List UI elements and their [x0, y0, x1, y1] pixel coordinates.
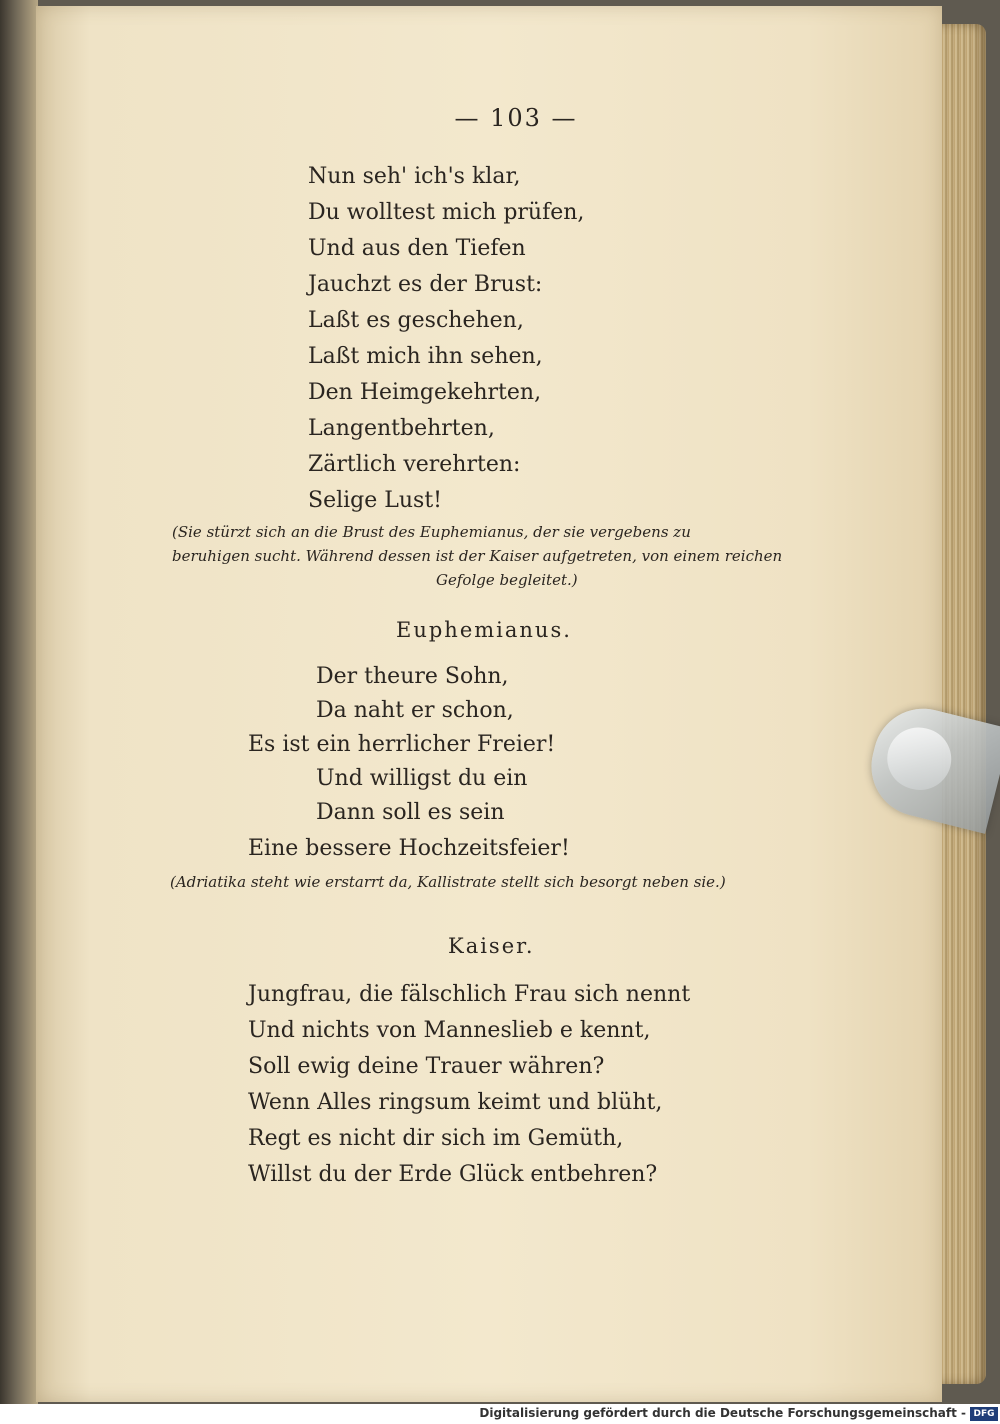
verse-line: Dann soll es sein	[316, 800, 505, 825]
speaker-name: Kaiser.	[448, 934, 535, 958]
verse-line: Zärtlich verehrten:	[308, 452, 521, 477]
page-number: — 103 —	[454, 104, 578, 132]
stage-direction: Gefolge begleitet.)	[436, 571, 578, 589]
speaker-name: Euphemianus.	[396, 618, 572, 642]
verse-line: Es ist ein herrlicher Freier!	[248, 732, 556, 757]
verse-line: Laßt es geschehen,	[308, 308, 524, 333]
verse-line: Langentbehrten,	[308, 416, 495, 441]
book-page	[36, 6, 942, 1402]
verse-line: Und willigst du ein	[316, 766, 528, 791]
verse-line: Und nichts von Manneslieb e kennt,	[248, 1018, 651, 1043]
verse-line: Da naht er schon,	[316, 698, 514, 723]
verse-line: Jauchzt es der Brust:	[308, 272, 543, 297]
verse-line: Wenn Alles ringsum keimt und blüht,	[248, 1090, 663, 1115]
funding-credit: Digitalisierung gefördert durch die Deutsche Forschungsgemeinschaft -	[479, 1406, 966, 1420]
verse-line: Und aus den Tiefen	[308, 236, 526, 261]
book-gutter	[0, 0, 38, 1404]
verse-line: Eine bessere Hochzeitsfeier!	[248, 836, 570, 861]
verse-line: Selige Lust!	[308, 488, 443, 513]
verse-line: Soll ewig deine Trauer währen?	[248, 1054, 605, 1079]
verse-line: Den Heimgekehrten,	[308, 380, 542, 405]
verse-line: Willst du der Erde Glück entbehren?	[248, 1162, 658, 1187]
stage-direction: beruhigen sucht. Während dessen ist der Kaiser aufgetreten, von einem reichen	[172, 547, 783, 565]
footer-bar	[0, 1404, 1000, 1424]
verse-line: Jungfrau, die fälschlich Frau sich nennt	[248, 982, 691, 1007]
stage-direction: (Sie stürzt sich an die Brust des Euphemianus, der sie vergebens zu	[172, 523, 691, 541]
verse-line: Der theure Sohn,	[316, 664, 509, 689]
verse-line: Regt es nicht dir sich im Gemüth,	[248, 1126, 624, 1151]
page-clip-highlight	[881, 721, 958, 797]
stage-direction: (Adriatika steht wie erstarrt da, Kallistrate stellt sich besorgt neben sie.)	[170, 873, 726, 891]
dfg-logo-icon: DFG	[970, 1407, 998, 1421]
verse-line: Laßt mich ihn sehen,	[308, 344, 543, 369]
verse-line: Du wolltest mich prüfen,	[308, 200, 585, 225]
verse-line: Nun seh' ich's klar,	[308, 164, 521, 189]
